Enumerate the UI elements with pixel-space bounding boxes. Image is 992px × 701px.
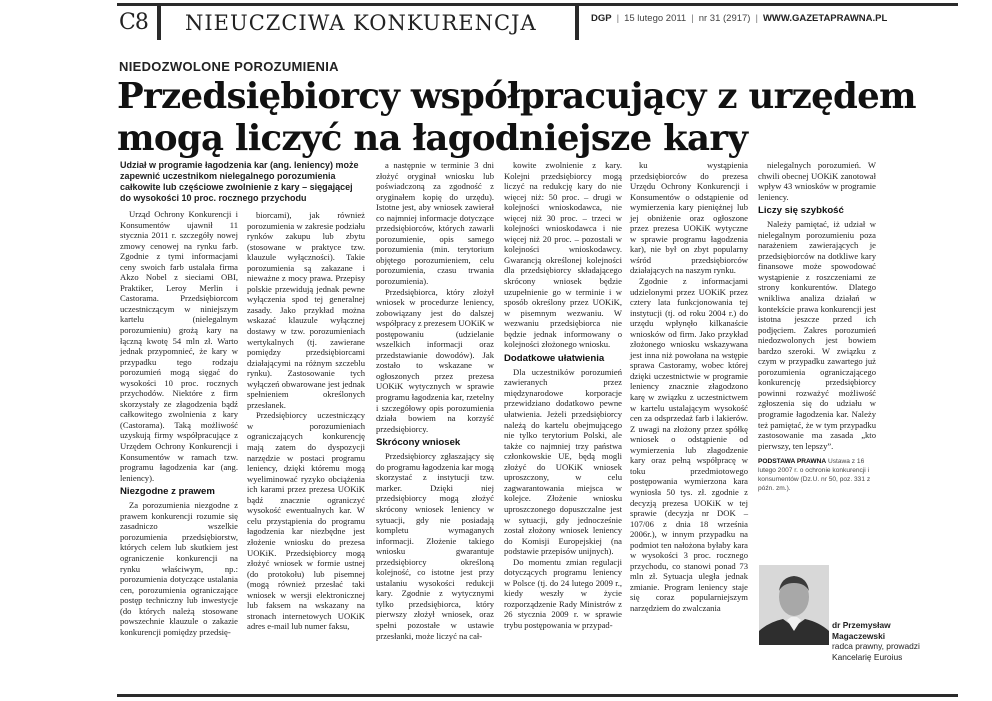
paragraph: Przedsiębiorca, który złożył wniosek w procedurze leniency, zobowiązany jest do dalszej współpracy z prezesem UOKiK w postępowaniu (udzielanie wszelkich informacji oraz przedstawianie dowodów). Jak zostało to wskazane w ogłoszonych przez prezesa UOKiK wytycznych w sprawie programu łagodzenia kar, rzetelny i szczegółowy opis porozumienia działa bowiem na korzyść przedsiębiorcy. [376,286,494,434]
paragraph: Do momentu zmian regulacji dotyczących programu leniency w Polsce (tj. do 24 lutego 2009 r., kiedy weszły w życie rozporządzenie Rady Ministrów z 26 stycznia 2009 r. w sprawie trybu postępowania w przypad- [504,556,622,630]
issue-date: 15 lutego 2011 [624,13,687,24]
subheading: Dodatkowe ułatwienia [504,352,605,364]
article-column-6 [758,160,876,493]
paragraph: kowite zwolnienie z kary. Kolejni przedsiębiorcy mogą liczyć na redukcję kary do nie więcej niż: 50 proc. – drugi w kolejności wnioskodawca, nie więcej niż 30 proc. – trzeci w kolejności wnioskodawca i nie więcej niż 20 proc. – pozostali w kolejności wnioskodawcy. Gwarancją określonej kolejności dla przedsiębiorcy składającego skrócony wniosek będzie uzupełnienie go w terminie i w sposób określony przez UOKiK, w pisemnym wezwaniu. W wezwaniu przedsiębiorca nie będzie jednak informowany o kolejności złożonego wniosku. [504,160,622,350]
paragraph: Przedsiębiorcy uczestniczący w porozumieniach ograniczających konkurencję mają zatem do dyspozycji narzędzie w postaci programu leniency, dzięki któremu mogą wyeliminować ryzyko obciążenia ich karami przez prezesa UOKiK bądź znacznie ograniczyć wysokość ewentualnych kar. W celu przystąpienia do programu łagodzenia kar niezbędne jest złożenie wniosku do prezesa UOKiK. Przedsiębiorcy mogą złożyć wniosek w formie ustnej (do protokołu) lub pisemnej (mogą również przesłać taki wniosek w wersji elektronicznej lub faksem na wskazany na stronach internetowych UOKiK adres e-mail lub numer faksu, [247,410,365,632]
paragraph: nielegalnych porozumień. W chwili obecnej UOKiK zanotował wpływ 43 wniosków w programie leniency. [758,160,876,202]
article-column-5 [630,160,748,614]
author-role: radca prawny, prowadzi Kancelarię Euroius [832,641,920,662]
paragraph: Przedsiębiorcy zgłaszający się do programu łagodzenia kar mogą skorzystać z instytucji tzw. marker. Dzięki niej przedsiębiorcy mogą złożyć skrócony wniosek leniency w sytuacji, gdy nie posiadają kompletu wymaganych informacji. Złożenie takiego wniosku gwarantuje przedsiębiorcy określoną kolejność, co istotne jest przy ustalaniu wysokości redukcji kary. Zgodnie z wytycznymi tylko przedsiębiorca, który pierwszy złożył wniosek, oraz spełni pozostałe w ustawie przesłanki, może liczyć na cał- [376,451,494,641]
subheading: Liczy się szybkość [758,205,844,217]
article-column-3 [376,160,494,641]
paragraph: Dla uczestników porozumień zawieranych przez międzynarodowe korporacje przewidziano dodatkowo pewne ułatwienia. Jeżeli przedsiębiorcy należą do kartelu obejmującego nie tylko terytorium Polski, ale także co najmniej trzy państwa członkowskie UE, będą mogli złożyć do UOKiK wniosek uproszczony, w celu zagwarantowania miejsca w kolejce. Złożenie wniosku uproszczonego dopuszczalne jest w sytuacji, gdy jednocześnie został złożony wniosek leniency do Komisji Europejskiej (na podstawie przepisów unijnych). [504,366,622,557]
legal-basis-text: Ustawa z 16 lutego 2007 r. o ochronie konkurencji i konsumentów (Dz.U. nr 50, poz. 331 z późn. zm.). [758,458,871,493]
article-column-2 [247,210,365,632]
author-caption [832,620,942,662]
article-headline: Przedsiębiorcy współpracujący z urzędem mogą liczyć na łagodniejsze kary [117,76,916,159]
subheading: Niezgodne z prawem [120,486,215,498]
article-column-4 [504,160,622,631]
legal-basis-note [758,457,876,493]
website-link[interactable]: WWW.GAZETAPRAWNA.PL [762,13,888,24]
legal-basis-label: PODSTAWA PRAWNA [758,458,827,466]
paper-name: DGP [591,13,612,24]
paragraph: Zgodnie z informacjami udzielonymi przez UOKiK przez cztery lata funkcjonowania tej instytucji (tj. od roku 2004 r.) do urzędu wpłynęło kilkanaście wniosków od firm. Jako przykład złożonego wniosku wskazywana jest inna niż powołana na wstępie sprawa Castoramy, wobec której dzięki uczestnictwie w programie leniency znacznie złagodzono karę w związku z uczestnictwem w kartelu ustalającym wysokość cen za odsprzedaż farb i lakierów. Z uwagi na złożony przez spółkę wniosek o odstąpienie od wymierzenia lub złagodzenie kary oraz pełną współpracę w toku przedmiotowego postępowania wymierzona kara wyniosła 50 tys. zł. zgodnie z decyzją prezesa UOKiK w tej sprawie (decyzja nr DOK – 107/06 z dnia 18 września 2006r.), w innym przypadku na podmiot ten nałożona byłaby kara w wysokości 3 proc. rocznego przychodu, co stanowi ponad 73 mln zł. Sytuacja uległa jednak zmianie. Program leniency staje się coraz popularniejszym narzędziem do zwalczania [630,276,748,613]
article-lead: Udział w programie łagodzenia kar (ang. leniency) może zapewnić uczestnikom nielegalnego porozumienia całkowite lub częściowe zwolnienie z kary – sięgającej do wysokości 10 proc. rocznego przychodu [120,160,359,203]
paragraph: a następnie w terminie 3 dni złożyć oryginał wniosku lub poświadczoną za zgodność z oryginałem kopię do urzędu). Istotne jest, aby wniosek zawierał co najmniej informacje dotyczące przedsiębiorców, których zawarli porozumienie, opis samego porozumienia (min. terytorium objętego porozumieniem, celu porozumienia, czasu trwania porozumienia). [376,160,494,287]
paragraph: ku wystąpienia przedsiębiorców do prezesa Urzędu Ochrony Konkurencji i Konsumentów o odstąpienie od wymierzenia kary pieniężnej lub jej obniżenie oraz ogłoszone przez prezesa UOKiK wytyczne w sprawie programu łagodzenia kar), nie był on zbyt popularny wśród przedsiębiorców działających na naszym rynku. [630,160,748,276]
page-number: C8 [119,10,148,35]
header-top-rule [117,3,958,6]
issue-number: nr 31 (2917) [698,13,751,24]
author-photo [759,565,829,645]
issue-meta: DGP | 15 lutego 2011 | nr 31 (2917) | WWW.GAZETAPRAWNA.PL [591,13,888,24]
paragraph: Za porozumienia niezgodne z prawem konkurencji rozumie się zasadniczo wszelkie porozumienia przedsiębiorstw, których celem lub skutkiem jest ograniczenie konkurencji na rynku właściwym, np.: porozumienia dotyczące ustalania cen, porozumienia ograniczające postęp techniczny lub inwestycje (do których należą stosowane powszechnie klauzule o zakazie konkurencji pomiędzy przedsię- [120,500,238,637]
header-divider [157,6,161,40]
paragraph: Urząd Ochrony Konkurencji i Konsumentów ujawnił 11 stycznia 2011 r. szczegóły nowej zmowy cenowej na rynku farb. Zgodnie z tymi informacjami ceny swoich farb ustalała firma Akzo Nobel z sieciami OBI, Praktiker, Leroy Merlin i Castorama. Przedsiębiorcom uczestniczącym w niniejszym kartelu (nielegalnym porozumieniu) grożą kary na łączną kwotę 54 mln zł. Warto jednak przypomnieć, że kary w przypadku tego rodzaju porozumień mogą sięgać do wysokości 10 proc. rocznych przychodów. Niektóre z firm skorzystały ze złagodzenia bądź całkowitego zwolnienia z kary (Castorama). Taką możliwość uzyskują firmy współpracujące z Urzędem Ochrony Konkurencji i Konsumentów w ramach tzw. programu łagodzenia kar (ang. leniency). [120,209,238,483]
author-name: dr Przemysław Magaczewski [832,620,891,641]
section-title: NIEUCZCIWA KONKURENCJA [185,11,537,35]
paragraph: biorcami), jak również porozumienia w zakresie podziału rynków zakupu lub zbytu (stosowane w praktyce tzw. klauzule wyłączności). Takie porozumienia są zakazane i nieważne z mocy prawa. Przepisy polskie przewidują jednak pewne wyłączenia spod tej generalnej zasady. Jako przykład można wskazać klauzule wyłącznej dostawy w tzw. porozumieniach wertykalnych (tj. zawierane pomiędzy przedsiębiorcami działającymi na różnym szczeblu rynku). Zastosowanie tych wyłączeń obwarowane jest jednak spełnieniem określonych przesłanek. [247,210,365,410]
subheading: Skrócony wniosek [376,437,461,449]
paragraph: Należy pamiętać, iż udział w nielegalnym porozumieniu poza narażeniem zawierających je przedsiębiorców na dotkliwe kary finansowe może spowodować wystąpienie z roszczeniami ze strony konkurentów. Dlatego wnikliwa analiza działań w kontekście prawa konkurencji jest istotna jeszcze przed ich podjęciem. Zakres porozumień niedozwolonych jest bowiem bardzo szeroki. W związku z czym w przypadku zawartego już porozumienia ograniczającego konkurencję przedsiębiorcy powinni rozważyć możliwość zgłoszenia się do udziału w programie łagodzenia kar. Należy też pamiętać, że w tym przypadku zastosowanie ma zasada „kto pierwszy, ten lepszy”. [758,219,876,451]
footer-rule [117,694,958,697]
header-divider-right [575,6,579,40]
article-kicker: NIEDOZWOLONE POROZUMIENIA [119,59,339,74]
